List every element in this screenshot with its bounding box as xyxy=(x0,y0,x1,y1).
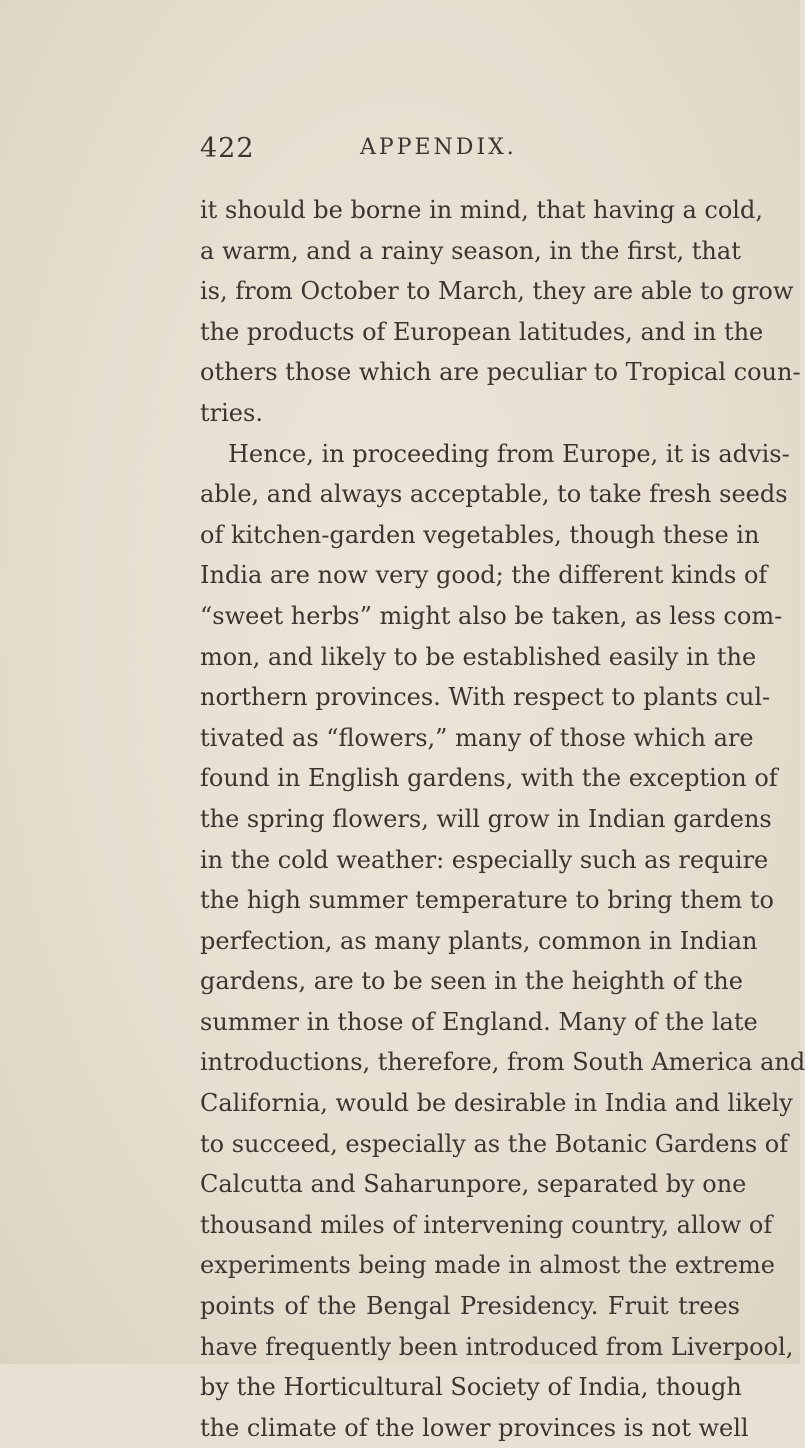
text-line: is, from October to March, they are able to grow xyxy=(200,277,794,306)
text-line: found in English gardens, with the exception of xyxy=(200,764,778,793)
text-line: gardens, are to be seen in the heighth of the xyxy=(200,967,743,996)
page-header xyxy=(200,133,740,173)
text-line: mon, and likely to be established easily in the xyxy=(200,642,757,671)
text-line: thousand miles of intervening country, allow of xyxy=(200,1210,773,1239)
text-line: tries. xyxy=(200,398,263,427)
text-line: able, and always acceptable, to take fresh seeds xyxy=(200,480,788,509)
text-line: northern provinces. With respect to plants cul- xyxy=(200,683,771,712)
text-line: Calcutta and Saharunpore, separated by one xyxy=(200,1170,747,1199)
text-line: California, would be desirable in India and likely xyxy=(200,1089,793,1118)
text-line: a warm, and a rainy season, in the first, that xyxy=(200,236,741,265)
text-line: the products of European latitudes, and in the xyxy=(200,317,764,346)
text-line: it should be borne in mind, that having a cold, xyxy=(200,196,763,224)
text-line: in the cold weather: especially such as require xyxy=(200,845,769,874)
text-line: the spring flowers, will grow in Indian gardens xyxy=(200,804,772,833)
body-text xyxy=(200,190,805,1448)
text-line: perfection, as many plants, common in Indian xyxy=(200,926,758,955)
text-line: points of the Bengal Presidency. Fruit trees xyxy=(200,1292,740,1321)
running-head: APPENDIX. xyxy=(360,135,517,160)
page-number: 422 xyxy=(200,133,255,164)
text-line: the high summer temperature to bring them to xyxy=(200,886,774,915)
text-line: summer in those of England. Many of the late xyxy=(200,1007,758,1036)
text-line: “sweet herbs” might also be taken, as less com- xyxy=(200,601,783,630)
text-line: introductions, therefore, from South America and xyxy=(200,1048,805,1077)
text-line: tivated as “flowers,” many of those which are xyxy=(200,723,754,752)
text-line: the climate of the lower provinces is not well xyxy=(200,1413,749,1442)
text-line: to succeed, especially as the Botanic Gardens of xyxy=(200,1129,789,1158)
text-line: have frequently been introduced from Liverpool, xyxy=(200,1332,794,1361)
text-line: Hence, in proceeding from Europe, it is advis- xyxy=(228,439,790,468)
text-line: India are now very good; the different kinds of xyxy=(200,561,768,590)
text-line: of kitchen-garden vegetables, though these in xyxy=(200,520,760,549)
text-line: others those which are peculiar to Tropical coun- xyxy=(200,358,801,387)
text-line: experiments being made in almost the extreme xyxy=(200,1251,775,1280)
text-line: by the Horticultural Society of India, though xyxy=(200,1373,742,1402)
